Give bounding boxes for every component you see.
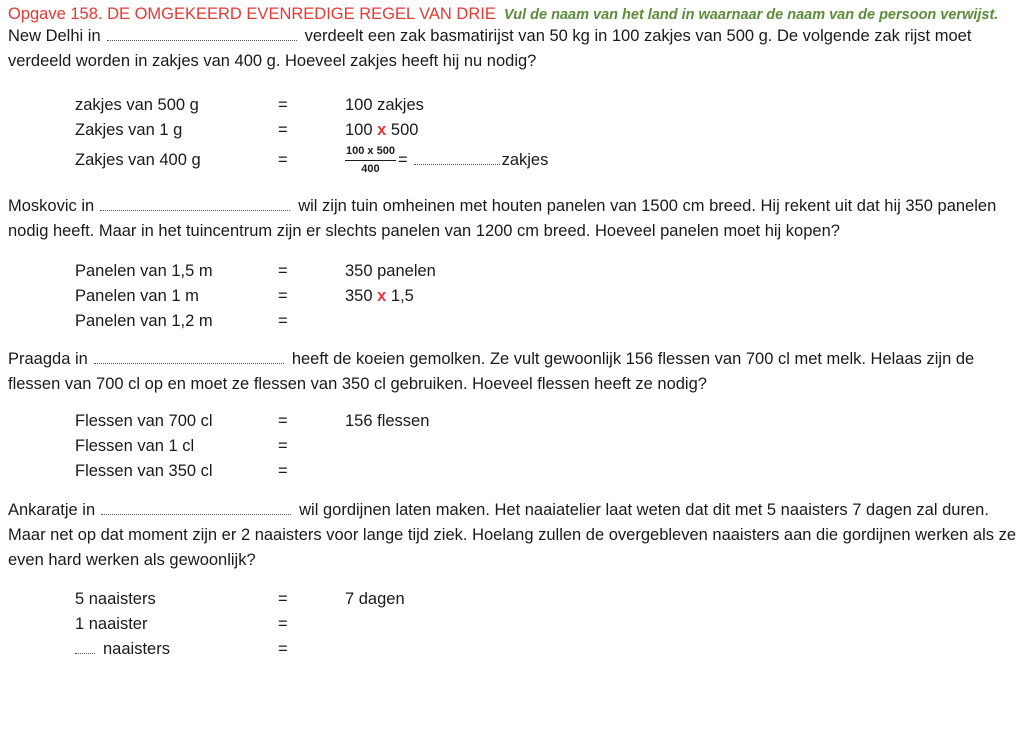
calc-row: 5 naaisters = 7 dagen xyxy=(75,590,405,608)
problem-3-country-blank[interactable] xyxy=(94,353,284,364)
instruction-text: Vul de naam van het land in waarnaar de naam van de persoon verwijst. xyxy=(503,7,999,23)
problem-4-calculation xyxy=(75,587,1028,662)
multiply-sign: x xyxy=(377,121,387,139)
problem-4-country-blank[interactable] xyxy=(101,504,291,515)
problem-2-calculation xyxy=(75,259,1028,334)
problem-2-country-blank[interactable] xyxy=(100,200,290,211)
calc-row: 1 naaister = xyxy=(75,615,288,633)
problem-2-text: Moskovic in wil zijn tuin omheinen met houten panelen van 1500 cm breed. Hij rekent uit dat hij 350 panelen nodig heeft. Maar in het tuincentrum zijn er slechts panelen van 1200 cm breed. Hoeveel panelen moet hij kopen? xyxy=(8,197,997,240)
problem-1-country-blank[interactable] xyxy=(107,30,297,41)
problem-3-text: Praagda in heeft de koeien gemolken. Ze vult gewoonlijk 156 flessen van 700 cl met melk. Helaas zijn de flessen van 700 cl op en moet ze flessen van 350 cl gebruiken. Hoeveel flessen heeft ze nodig? xyxy=(8,350,975,393)
header xyxy=(8,4,1028,24)
problem-1-name: New Delhi in xyxy=(8,27,101,45)
worksheet xyxy=(8,4,1028,662)
calc-row: Panelen van 1,5 m = 350 panelen xyxy=(75,262,436,280)
problem-4-text: Ankaratje in wil gordijnen laten maken. Het naaiatelier laat weten dat dit met 5 naaisters 7 dagen zal duren. Maar net op dat moment zijn er 2 naaisters voor lange tijd ziek. Hoelang zullen de overgebleven naaisters aan die gordijnen werken als ze even hard werken als gewoonlijk? xyxy=(8,501,1016,569)
fraction: $\frac{100 x 500}{400}$ xyxy=(346,145,395,176)
problem-3-calculation xyxy=(75,409,1028,484)
calc-row: Zakjes van 400 g = $\frac{100 x 500}{400}$ = zakjes xyxy=(75,145,549,176)
exercise-title: Opgave 158. DE OMGEKEERD EVENREDIGE REGEL VAN DRIE xyxy=(8,5,496,23)
calc-row: Panelen van 1 m = 350 x 1,5 xyxy=(75,287,414,305)
problem-1-text: New Delhi in verdeelt een zak basmatirijst van 50 kg in 100 zakjes van 500 g. De volgende zak rijst moet verdeeld worden in zakjes van 400 g. Hoeveel zakjes heeft hij nu nodig? xyxy=(8,27,972,70)
calc-row: zakjes van 500 g = 100 zakjes xyxy=(75,96,424,114)
calc-row: Flessen van 350 cl = xyxy=(75,462,288,480)
calc-row: Flessen van 700 cl = 156 flessen xyxy=(75,412,430,430)
answer-blank[interactable] xyxy=(414,154,500,165)
multiply-sign: x xyxy=(377,287,387,305)
calc-row: naaisters = xyxy=(75,637,1028,662)
count-blank[interactable] xyxy=(75,643,95,654)
problem-1-calculation xyxy=(75,93,1028,177)
calc-row: Panelen van 1,2 m = xyxy=(75,312,288,330)
calc-row: Zakjes van 1 g = 100 x 500 xyxy=(75,121,419,139)
calc-row: Flessen van 1 cl = xyxy=(75,437,288,455)
